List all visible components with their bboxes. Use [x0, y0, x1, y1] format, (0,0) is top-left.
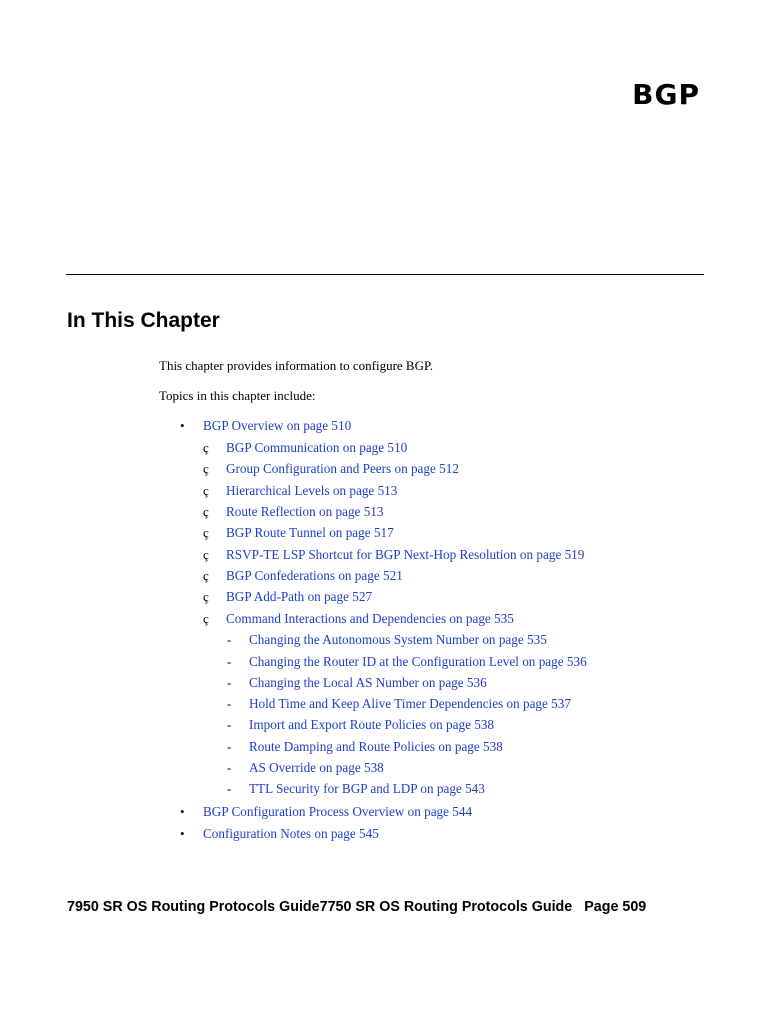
toc-link[interactable]: Import and Export Route Policies on page 538	[249, 717, 495, 732]
toc-link[interactable]: Route Damping and Route Policies on page 538	[249, 739, 503, 754]
bullet-sub: ç	[203, 568, 209, 583]
toc-link[interactable]: Group Configuration and Peers on page 512	[226, 461, 459, 476]
toc-link[interactable]: BGP Add-Path on page 527	[226, 589, 373, 604]
footer-guide-title: 7950 SR OS Routing Protocols Guide7750 SR OS Routing Protocols Guide	[67, 899, 573, 915]
bullet-dot: •	[180, 804, 185, 819]
bullet-dash: -	[227, 654, 232, 669]
bullet-dash: -	[227, 760, 232, 775]
bullet-sub: ç	[203, 461, 209, 476]
toc-link[interactable]: BGP Overview on page 510	[203, 418, 352, 433]
bullet-sub: ç	[203, 504, 209, 519]
bullet-dash: -	[227, 717, 232, 732]
bullet-dash: -	[227, 632, 232, 647]
toc-link[interactable]: BGP Configuration Process Overview on page 544	[203, 804, 473, 819]
toc-link[interactable]: BGP Confederations on page 521	[226, 568, 403, 583]
toc-link[interactable]: Changing the Router ID at the Configuration Level on page 536	[249, 654, 587, 669]
bullet-sub: ç	[203, 483, 209, 498]
toc-link[interactable]: BGP Route Tunnel on page 517	[226, 525, 394, 540]
toc-link[interactable]: Changing the Local AS Number on page 536	[249, 675, 487, 690]
toc-link[interactable]: RSVP-TE LSP Shortcut for BGP Next-Hop Resolution on page 519	[226, 547, 585, 562]
topics-label: Topics in this chapter include:	[159, 388, 316, 403]
intro-paragraph: This chapter provides information to configure BGP.	[159, 358, 434, 373]
bullet-sub: ç	[203, 611, 209, 626]
toc-link[interactable]: Changing the Autonomous System Number on page 535	[249, 632, 547, 647]
toc-link[interactable]: Route Reflection on page 513	[226, 504, 384, 519]
bullet-dash: -	[227, 675, 232, 690]
bullet-sub: ç	[203, 547, 209, 562]
bullet-sub: ç	[203, 525, 209, 540]
toc-link[interactable]: TTL Security for BGP and LDP on page 543	[249, 781, 485, 796]
bullet-sub: ç	[203, 440, 209, 455]
bullet-dot: •	[180, 826, 185, 841]
toc-link[interactable]: Hierarchical Levels on page 513	[226, 483, 398, 498]
footer-page-number: Page 509	[584, 899, 647, 915]
toc-link[interactable]: Command Interactions and Dependencies on page 535	[226, 611, 514, 626]
bullet-dash: -	[227, 739, 232, 754]
toc-link[interactable]: Hold Time and Keep Alive Timer Dependencies on page 537	[249, 696, 571, 711]
bullet-dash: -	[227, 781, 232, 796]
page-footer	[67, 899, 646, 915]
bullet-dash: -	[227, 696, 232, 711]
chapter-title: BGP	[632, 78, 700, 111]
section-heading: In This Chapter	[67, 309, 220, 332]
bullet-dot: •	[180, 418, 185, 433]
toc-link[interactable]: AS Override on page 538	[249, 760, 384, 775]
toc-link[interactable]: BGP Communication on page 510	[226, 440, 408, 455]
horizontal-rule	[66, 274, 704, 275]
bullet-sub: ç	[203, 589, 209, 604]
toc-link[interactable]: Configuration Notes on page 545	[203, 826, 379, 841]
